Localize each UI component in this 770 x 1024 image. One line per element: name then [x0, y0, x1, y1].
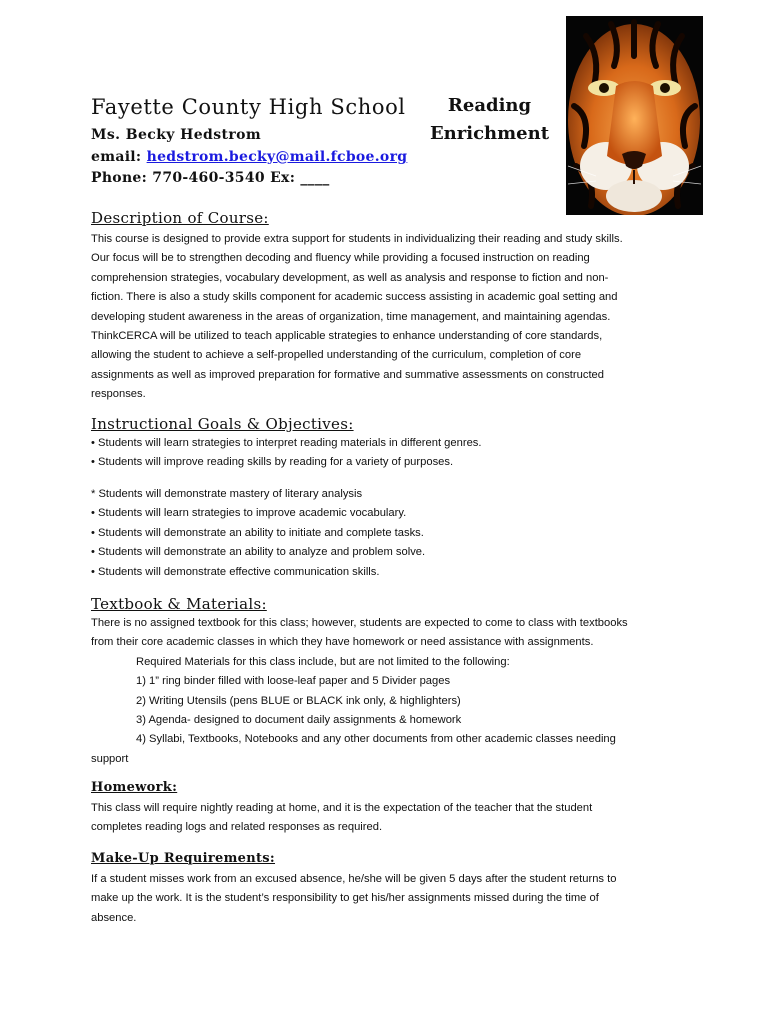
textbook-paragraph	[91, 614, 681, 769]
goal-item: • Students will learn strategies to improve academic vocabulary.	[91, 507, 407, 520]
description-line: Our focus will be to strengthen decoding and fluency while providing a focused instruction on reading	[91, 252, 590, 265]
phone-line: Phone: 770-460-3540 Ex: ____	[91, 170, 330, 186]
textbook-heading: Textbook & Materials:	[91, 595, 267, 613]
teacher-name: Ms. Becky Hedstrom	[91, 127, 262, 143]
description-heading: Description of Course:	[91, 209, 269, 227]
goal-item: • Students will improve reading skills by reading for a variety of purposes.	[91, 456, 454, 469]
makeup-heading: Make-Up Requirements:	[91, 851, 276, 866]
goal-item: • Students will demonstrate an ability to analyze and problem solve.	[91, 546, 426, 559]
makeup-line: absence.	[91, 911, 137, 924]
course-title-line-2: Enrichment	[429, 123, 550, 144]
materials-item: 1) 1” ring binder filled with loose-leaf paper and 5 Divider pages	[136, 675, 451, 688]
email-line	[91, 149, 407, 165]
homework-line: This class will require nightly reading at home, and it is the expectation of the teacher that the student	[91, 802, 593, 814]
email-link[interactable]: hedstrom.becky@mail.fcboe.org	[146, 149, 408, 165]
school-name: Fayette County High School	[91, 95, 406, 119]
homework-paragraph	[91, 799, 681, 838]
description-line: allowing the student to achieve a self-propelled understanding of the curriculum, completion of core	[91, 349, 582, 362]
description-line: developing student awareness in the areas of organization, time management, and maintaining agendas.	[91, 310, 611, 323]
course-title-line-1: Reading	[447, 95, 532, 116]
course-title	[422, 92, 557, 148]
materials-intro: Required Materials for this class include, but are not limited to the following:	[136, 655, 510, 668]
description-line: ThinkCERCA will be utilized to teach applicable strategies to enhance understanding of core standards,	[91, 330, 603, 343]
description-line: comprehension strategies, vocabulary development, as well as analysis and response to fiction and non-	[91, 271, 609, 284]
description-line: This course is designed to provide extra support for students in individualizing their reading and study skills.	[91, 233, 623, 245]
goal-item: • Students will demonstrate effective communication skills.	[91, 565, 380, 578]
materials-tail: support	[91, 752, 129, 765]
description-line: fiction. There is also a study skills component for academic success assisting in academic goal setting and	[91, 291, 618, 304]
email-label: email:	[91, 149, 142, 165]
goals-list-2	[91, 485, 681, 582]
textbook-line: There is no assigned textbook for this class; however, students are expected to come to class with textbooks	[91, 617, 628, 629]
materials-item: 4) Syllabi, Textbooks, Notebooks and any other documents from other academic classes needing	[136, 733, 616, 746]
textbook-line: from their core academic classes in which they have homework or need assistance with assignments.	[91, 636, 594, 649]
tiger-illustration	[566, 16, 703, 215]
tiger-face-image	[566, 16, 703, 215]
goal-item: • Students will learn strategies to interpret reading materials in different genres.	[91, 437, 482, 449]
description-paragraph	[91, 230, 681, 405]
makeup-line: If a student misses work from an excused absence, he/she will be given 5 days after the student returns to	[91, 873, 617, 885]
makeup-line: make up the work. It is the student’s responsibility to get his/her assignments missed during the time of	[91, 892, 599, 905]
homework-heading: Homework:	[91, 780, 178, 795]
makeup-paragraph	[91, 870, 681, 928]
goal-item: • Students will demonstrate an ability to initiate and complete tasks.	[91, 526, 424, 539]
goals-heading: Instructional Goals & Objectives:	[91, 415, 354, 433]
materials-item: 2) Writing Utensils (pens BLUE or BLACK ink only, & highlighters)	[136, 694, 461, 707]
description-line: responses.	[91, 388, 146, 401]
description-line: assignments as well as improved preparation for formative and summative assessments on constructed	[91, 368, 604, 381]
goal-item: * Students will demonstrate mastery of literary analysis	[91, 488, 363, 500]
goals-list-1	[91, 434, 681, 473]
homework-line: completes reading logs and related responses as required.	[91, 821, 383, 834]
materials-item: 3) Agenda- designed to document daily assignments & homework	[136, 714, 462, 727]
